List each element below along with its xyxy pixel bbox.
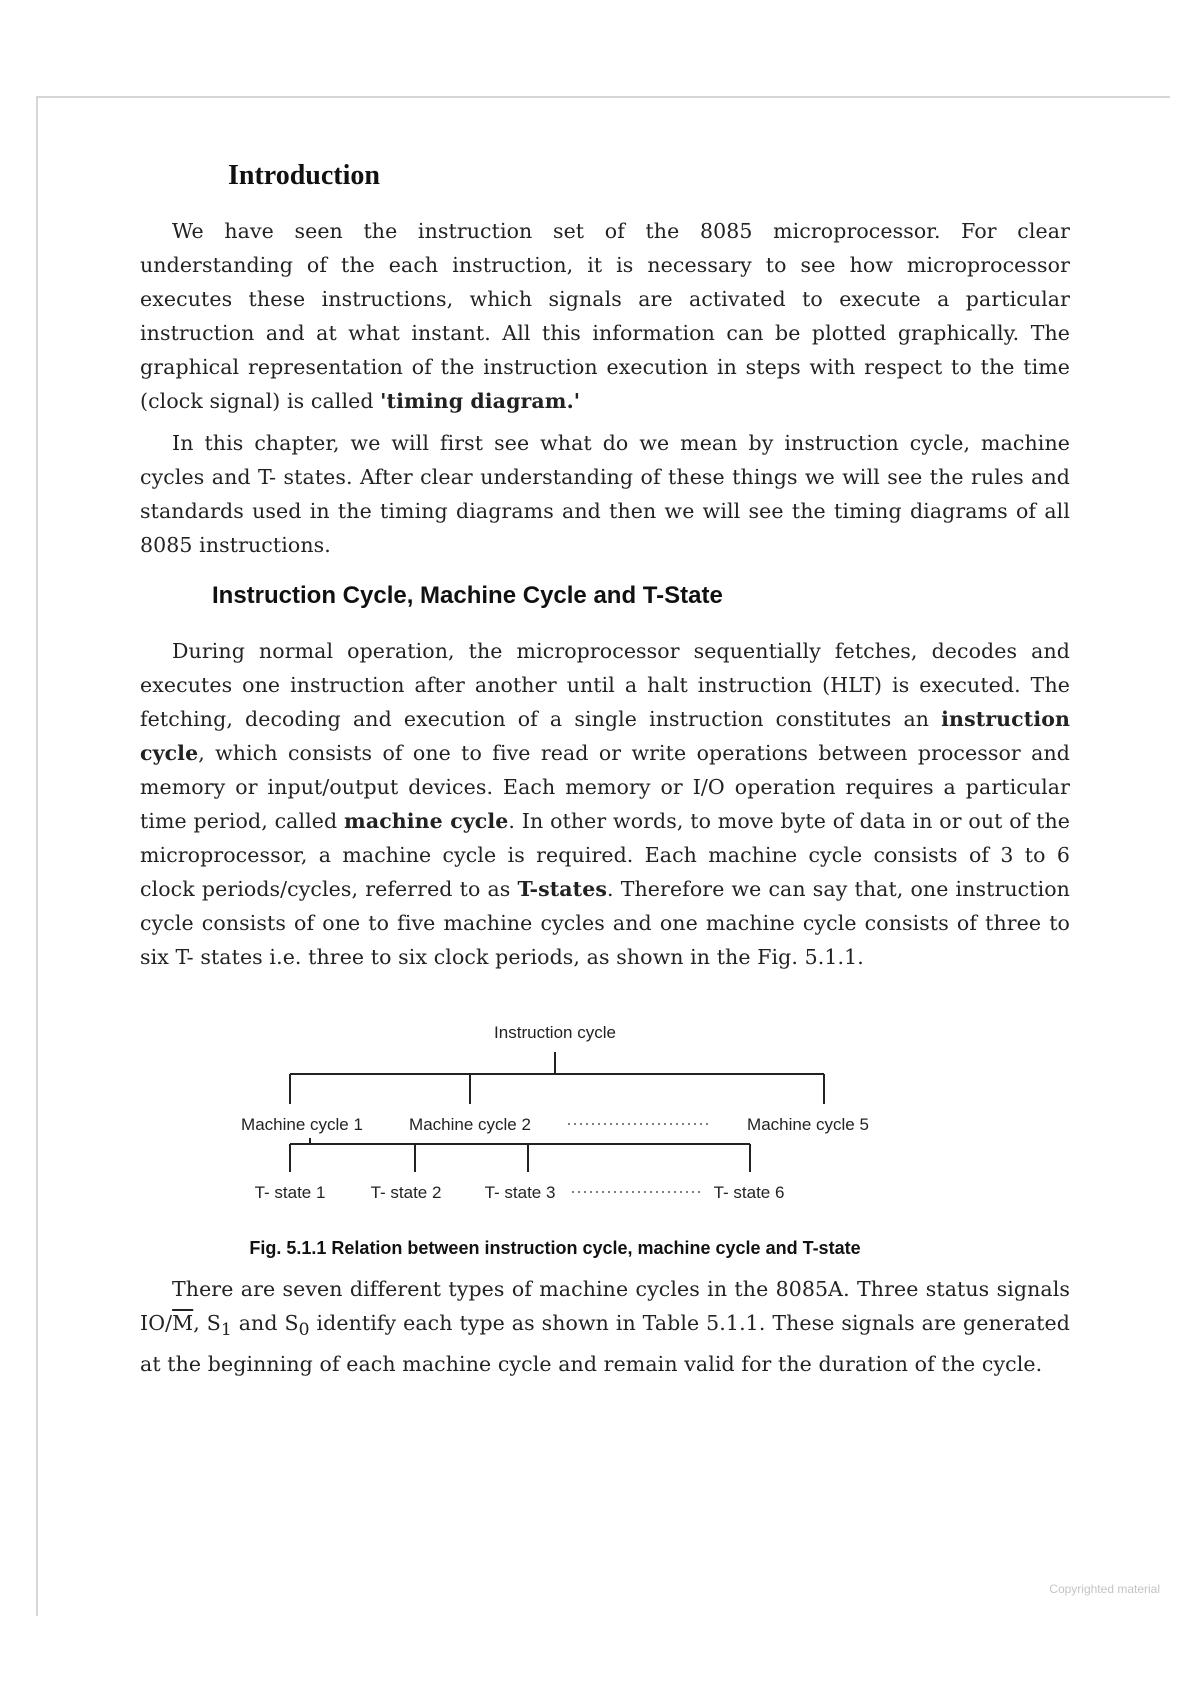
final-text-b: , S	[193, 1311, 221, 1335]
timing-diagram-term: 'timing diagram.'	[380, 389, 581, 413]
term-instruction-cycle: instruction cycle	[140, 707, 1070, 765]
page-content	[140, 160, 1070, 1389]
term-t-states: T-states	[517, 877, 608, 901]
sec-p1-text-c: , which consists of one to five read or write operations between processor and memory or input/output devices. Each memory or I/O operation requires a particular time period, called	[140, 741, 1070, 833]
intro-paragraph-1	[140, 214, 1070, 418]
figure-5-1-1	[140, 1002, 1070, 1272]
section-paragraph-1	[140, 634, 1070, 974]
label-machine-cycle-1: Machine cycle 1	[241, 1115, 363, 1134]
final-text-c: and S	[231, 1311, 299, 1335]
signal-s1-sub: 1	[220, 1320, 232, 1341]
label-t-state-2: T- state 2	[370, 1183, 442, 1202]
page-border-left	[36, 96, 38, 1616]
figure-caption: Fig. 5.1.1 Relation between instruction cycle, machine cycle and T-state	[249, 1238, 861, 1258]
sec-p1-text-e: . Therefore we can say that, one instruction cycle consists of one to five machine cycles and one machine cycle consists of three to six T- states i.e. three to six clock periods, as shown in the Fig. 5.1.1.	[140, 877, 1070, 969]
final-text-a: There are seven different types of machine cycles in the 8085A. Three status signals	[172, 1277, 1070, 1301]
final-text-d: identify each type as shown in Table 5.1.1. These signals are generated at the beginning of each machine cycle and remain valid for the duration of the cycle.	[140, 1311, 1070, 1377]
signal-io: IO/	[140, 1311, 173, 1335]
intro-paragraph-2: In this chapter, we will first see what do we mean by instruction cycle, machine cycles and T- states. After clear understanding of these things we will see the rules and standards used in the timing diagrams and then we will see the timing diagrams of all 8085 instructions.	[140, 431, 1070, 557]
sec-p1-text-a: During normal operation, the microprocessor sequentially fetches, decodes and executes one instruction after another until a halt instruction (HLT) is executed. The fetching, decoding and execution of a single instruction constitutes an	[140, 639, 1070, 731]
intro-p1-text: We have seen the instruction set of the 8085 microprocessor. For clear understanding of the each instruction, it is necessary to see how microprocessor executes these instructions, which signals are activated to execute a particular instruction and at what instant. All this information can be plotted graphically. The graphical representation of the instruction execution in steps with respect to the time (clock signal) is called	[140, 219, 1070, 413]
signal-m-bar: $\overline{M}$	[172, 1311, 194, 1335]
label-t-state-6: T- state 6	[713, 1183, 785, 1202]
label-machine-cycle-2: Machine cycle 2	[409, 1115, 531, 1134]
label-t-state-3: T- state 3	[484, 1183, 556, 1202]
heading-introduction: Introduction	[228, 160, 380, 191]
page-border-top	[36, 96, 1170, 98]
copyright-watermark: Copyrighted material	[1049, 1582, 1160, 1596]
sec-p1-text-d: . In other words, to move byte of data in or out of the microprocessor, a machine cycle is required. Each machine cycle consists of 3 to 6 clock periods/cycles, referred to as	[140, 809, 1070, 901]
label-machine-cycle-5: Machine cycle 5	[747, 1115, 869, 1134]
heading-section: Instruction Cycle, Machine Cycle and T-State	[212, 582, 723, 609]
final-paragraph	[140, 1272, 1070, 1381]
label-instruction-cycle: Instruction cycle	[494, 1023, 616, 1042]
term-machine-cycle: machine cycle	[344, 809, 509, 833]
signal-s0-sub: 0	[298, 1320, 310, 1341]
hierarchy-diagram	[140, 1002, 1070, 1272]
label-t-state-1: T- state 1	[254, 1183, 326, 1202]
